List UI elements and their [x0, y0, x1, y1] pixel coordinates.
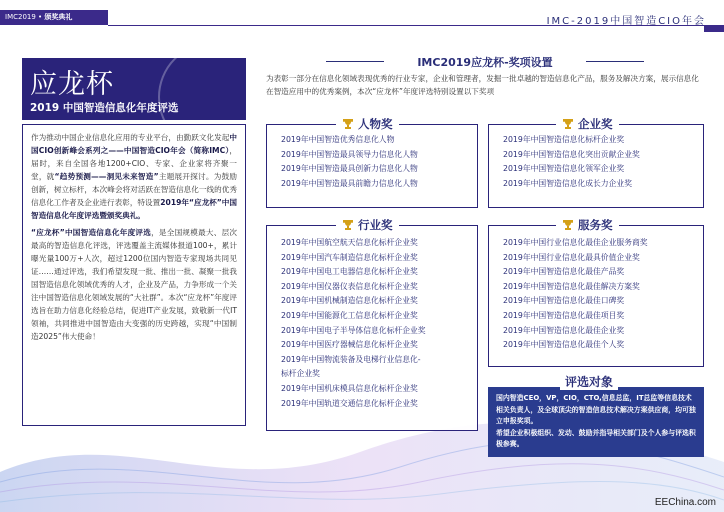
list-item: 2019年中国智造信息化标杆企业奖 [503, 135, 625, 144]
list-item: 2019年中国航空航天信息化标杆企业奖 [281, 238, 418, 247]
trophy-icon [342, 118, 354, 130]
list-item: 2019年中国医疗器械信息化标杆企业奖 [281, 340, 418, 350]
list-item: 2019年中国智造最具领导力信息化人物 [281, 149, 418, 159]
top-accent [704, 26, 724, 32]
awards-description: 为表彰一部分在信息化领域表现优秀的行业专家，企业和管理者，发掘一批卓越的智造信息化产品，服务及解决方案，展示信息化在智造应用中的优秀案例，本次“应龙杯”年度评选特别设置以下奖项 [266, 74, 699, 96]
list-item: 2019年中国汽车制造信息化标杆企业奖 [281, 252, 418, 262]
top-bar [0, 0, 724, 30]
list-item: 2019年中国智造最具前瞻力信息化人物 [281, 178, 418, 188]
trophy-icon [562, 118, 574, 130]
list-item: 2019年中国电工电器信息化标杆企业奖 [281, 267, 418, 277]
target-box [488, 387, 704, 457]
intro-text [22, 124, 246, 426]
person-award-badge [336, 116, 399, 132]
enterprise-award-panel [488, 124, 704, 208]
list-item: 2019年中国行业信息化最佳企业服务商奖 [503, 238, 648, 247]
list-item: 2019年中国智造信息化成长力企业奖 [503, 178, 632, 188]
industry-award-badge [336, 217, 399, 233]
conference-title: IMC-2019中国智造CIO年会 [546, 16, 706, 27]
list-item: 2019年中国行业信息化最具价值企业奖 [503, 252, 640, 262]
list-item: 标杆企业奖 [281, 369, 320, 379]
list-item: 2019年中国物流装备及电梯行业信息化- [281, 354, 421, 364]
list-item: 2019年中国轨道交通信息化标杆企业奖 [281, 398, 418, 408]
target-line-2: 希望企业积极组织、发动、鼓励并指导相关部门及个人参与评选积极参赛。 [496, 428, 696, 448]
industry-award-label: 行业奖 [358, 218, 393, 232]
hero-banner [22, 58, 246, 120]
list-item: 2019年中国智造信息化最佳产品奖 [503, 267, 625, 277]
service-award-badge [556, 217, 619, 233]
service-award-label: 服务奖 [578, 218, 613, 232]
enterprise-award-label: 企业奖 [578, 117, 613, 131]
list-item: 2019年中国机床模具信息化标杆企业奖 [281, 383, 418, 393]
enterprise-award-badge [556, 116, 619, 132]
awards-heading [266, 54, 704, 70]
hero-title: 应龙杯 [30, 69, 114, 100]
event-tag-year: IMC2019 [5, 13, 36, 21]
target-title: 评选对象 [560, 373, 618, 390]
person-award-panel [266, 124, 478, 208]
hero-subtitle: 2019 中国智造信息化年度评选 [30, 102, 179, 114]
trophy-icon [562, 219, 574, 231]
list-item: 2019年中国智造优秀信息化人物 [281, 135, 395, 144]
heading-line-right [586, 61, 644, 62]
heading-line-left [326, 61, 384, 62]
list-item: 2019年中国智造信息化突出贡献企业奖 [503, 149, 640, 159]
list-item: 2019年中国智造信息化最佳口碑奖 [503, 296, 625, 306]
footer-logo: EEChina.com [654, 497, 716, 508]
target-line-1: 国内智造CEO，VP，CIO，CTO,信息总监，IT总监等信息技术相关负责人，及全球顶尖的智造信息技术解决方案供应商，均可独立申报奖项。 [496, 394, 696, 425]
intro-paragraph-1: 作为推动中国企业信息化应用的专业平台，由勤跃文化发起中国CIO创新峰会系列之——中国智造CIO年会（简称IMC），届时，来自全国各地1200+CIO、专家、企业家将齐聚一堂，就“趋势预测——洞见未来智造”主题展开探讨。为鼓励创新，树立标杆，本次峰会将对活跃在智造信息化一线的优秀信息化工作者及企业进行表彰，特设置2019年“应龙杯”中国智造信息化年度评选暨颁奖典礼。 [31, 133, 238, 220]
list-item: 2019年中国智造信息化最佳企业奖 [503, 325, 625, 335]
person-award-label: 人物奖 [358, 117, 393, 131]
industry-award-panel [266, 225, 478, 431]
list-item: 2019年中国智造信息化领军企业奖 [503, 164, 625, 174]
event-tag: IMC2019 • 颁奖典礼 [0, 10, 108, 25]
service-award-panel [488, 225, 704, 367]
section-label: 颁奖典礼 [44, 13, 73, 21]
list-item: 2019年中国智造信息化最佳解决方案奖 [503, 281, 640, 291]
list-item: 2019年中国电子半导体信息化标杆企业奖 [281, 325, 426, 335]
list-item: 2019年中国能源化工信息化标杆企业奖 [281, 310, 418, 320]
list-item: 2019年中国智造最具创新力信息化人物 [281, 164, 418, 174]
list-item: 2019年中国仪器仪表信息化标杆企业奖 [281, 281, 418, 291]
list-item: 2019年中国机械制造信息化标杆企业奖 [281, 296, 418, 306]
trophy-icon [342, 219, 354, 231]
intro-paragraph-2: “应龙杯”中国智造信息化年度评选，是全国规模最大、层次最高的智造信息化评选，评选覆盖主流媒体报道100+，累计曝光量100万+人次，超过1200位国内智造专家现场共同见证……通过评选，我们希望发现一批、推出一批、凝聚一批我国智造信息化领域优秀的人才，企业及产品，力争形成一个关注中国智造信息化领域发展的“大社群”。本次“应龙杯”年度评选旨在助力信息化经验总结，促进IT产业发展，致敬新一代IT领袖，共同推进中国智造由大变强的历史跨越，实现“中国制造2025”伟大使命！ [31, 228, 237, 341]
list-item: 2019年中国智造信息化最佳项目奖 [503, 310, 625, 320]
list-item: 2019年中国智造信息化最佳个人奖 [503, 340, 625, 350]
awards-title: IMC2019应龙杯-奖项设置 [411, 56, 558, 69]
